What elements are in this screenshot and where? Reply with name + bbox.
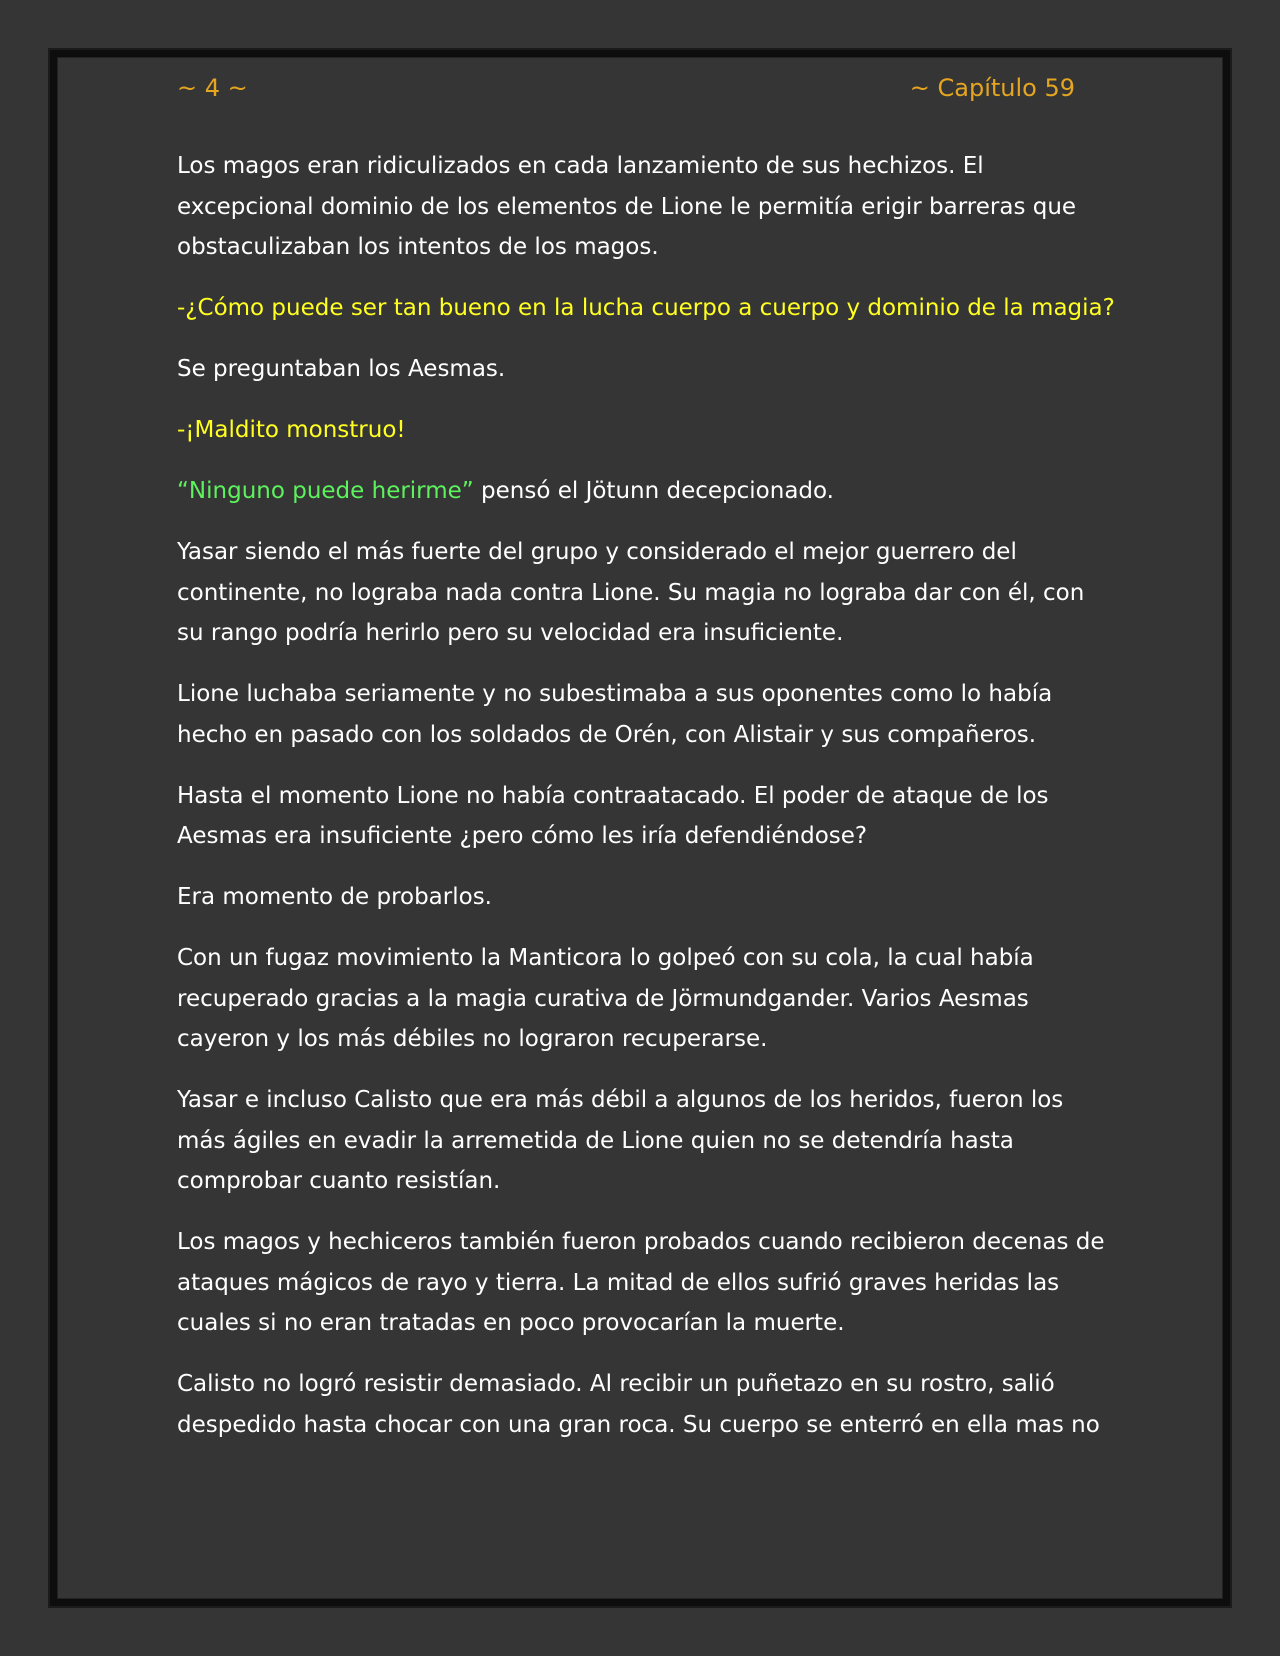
page-number: ~ 4 ~ bbox=[177, 74, 248, 102]
dialogue-line: -¡Maldito monstruo! bbox=[177, 417, 406, 443]
thought-text: “Ninguno puede herirme” bbox=[177, 478, 474, 504]
paragraph: Hasta el momento Lione no había contraatacado. El poder de ataque de los Aesmas era insuficiente ¿pero cómo les iría defendiéndose? bbox=[177, 782, 1049, 849]
dialogue-line: -¿Cómo puede ser tan bueno en la lucha cuerpo a cuerpo y dominio de la magia? bbox=[177, 295, 1115, 321]
paragraph: Era momento de probarlos. bbox=[177, 884, 492, 910]
paragraph: Con un fugaz movimiento la Manticora lo golpeó con su cola, la cual había recuperado gracias a la magia curativa de Jörmundgander. Varios Aesmas cayeron y los más débiles no lograron recuperarse. bbox=[177, 945, 1034, 1052]
page-content bbox=[177, 146, 1117, 1466]
paragraph: Los magos y hechiceros también fueron probados cuando recibieron decenas de ataques mágicos de rayo y tierra. La mitad de ellos sufrió graves heridas las cuales si no eran tratadas en poco provocarían la muerte. bbox=[177, 1229, 1105, 1336]
paragraph: Lione luchaba seriamente y no subestimaba a sus oponentes como lo había hecho en pasado con los soldados de Orén, con Alistair y sus compañeros. bbox=[177, 681, 1053, 748]
thought-paragraph bbox=[177, 471, 1117, 512]
paragraph: Los magos eran ridiculizados en cada lanzamiento de sus hechizos. El excepcional dominio de los elementos de Lione le permitía erigir barreras que obstaculizaban los intentos de los magos. bbox=[177, 153, 1077, 260]
paragraph: Se preguntaban los Aesmas. bbox=[177, 356, 506, 382]
page-header bbox=[177, 74, 1075, 114]
paragraph: Yasar siendo el más fuerte del grupo y considerado el mejor guerrero del continente, no lograba nada contra Lione. Su magia no lograba dar con él, con su rango podría herirlo pero su velocidad era insuficiente. bbox=[177, 539, 1085, 646]
thought-continuation: pensó el Jötunn decepcionado. bbox=[473, 478, 834, 504]
paragraph: Yasar e incluso Calisto que era más débil a algunos de los heridos, fueron los más ágiles en evadir la arremetida de Lione quien no se detendría hasta comprobar cuanto resistían. bbox=[177, 1087, 1064, 1194]
paragraph: Calisto no logró resistir demasiado. Al recibir un puñetazo en su rostro, salió despedido hasta chocar con una gran roca. Su cuerpo se enterró en ella mas no bbox=[177, 1371, 1100, 1438]
chapter-title: ~ Capítulo 59 bbox=[909, 74, 1075, 102]
